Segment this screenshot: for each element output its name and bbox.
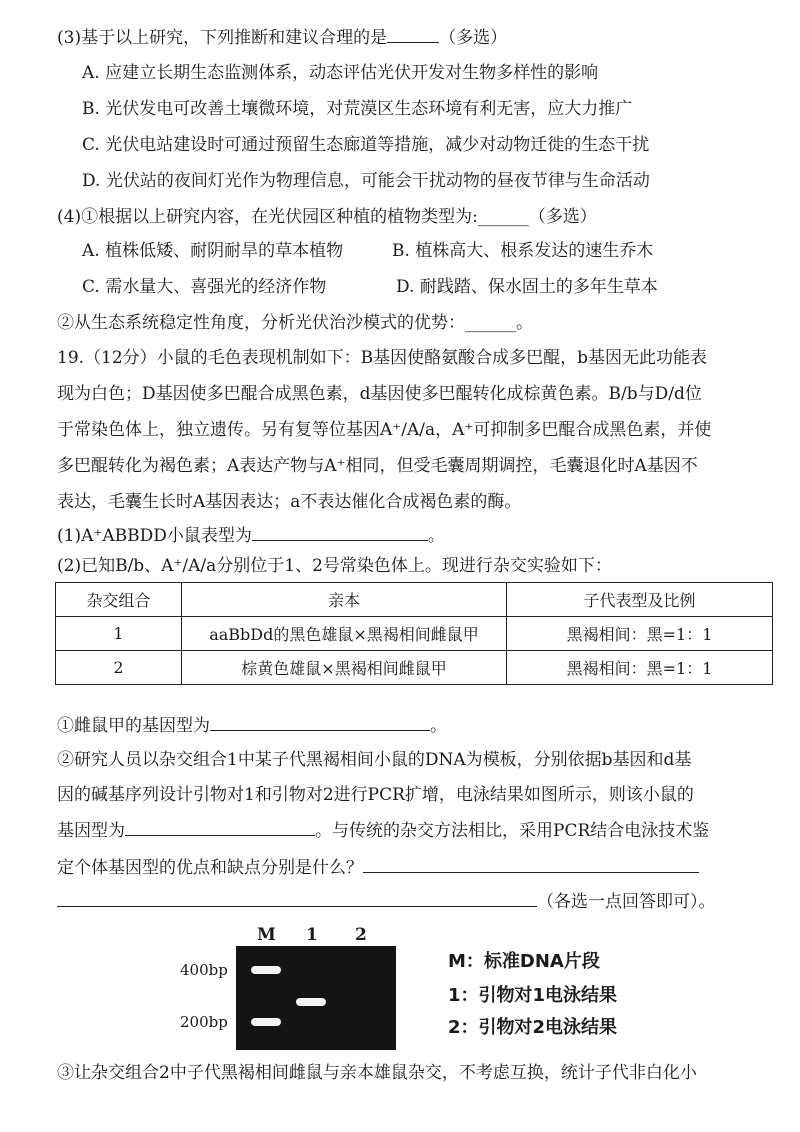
q19-sub1: (1)A⁺ABBDD小鼠表型为 。 xyxy=(57,526,445,546)
q19-para-line5: 表达，毛囊生长时A基因表达；a不表达催化合成褐色素的酶。 xyxy=(57,492,522,512)
gel-band-m-400 xyxy=(251,966,281,974)
q19-c1-text: ①雌鼠甲的基因型为 xyxy=(57,716,210,736)
q19-para-line1: 19.（12分）小鼠的毛色表现机制如下：B基因使酪氨酸合成多巴醌，b基因无此功能表 xyxy=(57,348,708,368)
q19-c2-line5-text: （各选一点回答即可）。 xyxy=(537,892,716,912)
table-cell: 1 xyxy=(56,617,182,651)
table-row xyxy=(56,617,773,651)
q3-option-d: D. 光伏站的夜间灯光作为物理信息，可能会干扰动物的昼夜节律与生命活动 xyxy=(82,171,650,191)
q4-sub2: ②从生态系统稳定性角度，分析光伏治沙模式的优势：______。 xyxy=(57,313,533,333)
q3-option-a: A. 应建立长期生态监测体系，动态评估光伏开发对生物多样性的影响 xyxy=(82,63,599,83)
marker-200bp-label: 200bp xyxy=(180,1013,228,1031)
gel-legend-1: 1：引物对1电泳结果 xyxy=(448,985,618,1006)
q19-c2-line4-text: 定个体基因型的优点和缺点分别是什么？ xyxy=(57,858,363,878)
gel-legend-2: 2：引物对2电泳结果 xyxy=(448,1017,618,1038)
q19-c2-line2: 因的碱基序列设计引物对1和引物对2进行PCR扩增，电泳结果如图所示，则该小鼠的 xyxy=(57,785,694,805)
table-header: 杂交组合 xyxy=(56,583,182,617)
q3-multi-select: （多选） xyxy=(439,28,508,48)
q19-para-line2: 现为白色；D基因使多巴醌合成黑色素，d基因使多巴醌转化成棕黄色素。B/b与D/d位 xyxy=(57,384,702,404)
q3-option-c: C. 光伏电站建设时可通过预留生态廊道等措施，减少对动物迁徙的生态干扰 xyxy=(82,135,650,155)
table-cell: 2 xyxy=(56,651,182,685)
table-header: 亲本 xyxy=(182,583,507,617)
q4-option-d: D. 耐践踏、保水固土的多年生草本 xyxy=(396,277,658,297)
gel-band-m-200 xyxy=(251,1018,281,1026)
marker-400bp-label: 400bp xyxy=(180,961,228,979)
q4-option-b: B. 植株高大、根系发达的速生乔木 xyxy=(392,241,654,261)
q19-sub1-text: (1)A⁺ABBDD小鼠表型为 xyxy=(57,526,252,546)
cross-table xyxy=(55,582,773,685)
q19-c2-answer-blank-1[interactable] xyxy=(363,856,699,873)
gel-lane-label-m: M xyxy=(257,925,276,945)
q19-c2-line1: ②研究人员以杂交组合1中某子代黑褐相间小鼠的DNA为模板，分别依据b基因和d基 xyxy=(57,750,692,770)
q3-stem-text: (3)基于以上研究，下列推断和建议合理的是 xyxy=(57,28,388,48)
q4-option-c: C. 需水量大、喜强光的经济作物 xyxy=(82,277,327,297)
q19-sub2: (2)已知B/b、A⁺/A/a分别位于1、2号常染色体上。现进行杂交实验如下： xyxy=(57,556,612,576)
q19-sub1-blank[interactable] xyxy=(252,524,428,541)
q3-stem xyxy=(57,26,507,49)
q19-c2-line3 xyxy=(57,819,709,842)
q3-option-b: B. 光伏发电可改善土壤微环境，对荒漠区生态环境有利无害，应大力推广 xyxy=(82,99,633,119)
q4-option-a: A. 植株低矮、耐阴耐旱的草本植物 xyxy=(82,241,344,261)
q19-c2-line5 xyxy=(57,890,716,913)
table-row xyxy=(56,651,773,685)
q19-c2-answer-blank-2[interactable] xyxy=(57,890,537,907)
q19-c2-genotype-blank[interactable] xyxy=(125,819,315,836)
table-cell: aaBbDd的黑色雄鼠×黑褐相间雌鼠甲 xyxy=(182,617,507,651)
q19-c2-line3-rest: 。与传统的杂交方法相比，采用PCR结合电泳技术鉴 xyxy=(315,821,710,841)
q19-c1-blank[interactable] xyxy=(210,714,430,731)
table-cell: 黑褐相间：黑=1：1 xyxy=(507,651,773,685)
table-header: 子代表型及比例 xyxy=(507,583,773,617)
q19-c3: ③让杂交组合2中子代黑褐相间雌鼠与亲本雄鼠杂交，不考虑互换，统计子代非白化小 xyxy=(57,1063,697,1083)
q19-c1: ①雌鼠甲的基因型为 。 xyxy=(57,716,447,736)
q19-para-line4: 多巴醌转化为褐色素；A表达产物与A⁺相同，但受毛囊周期调控，毛囊退化时A基因不 xyxy=(57,456,698,476)
q4-stem: (4)①根据以上研究内容，在光伏园区种植的植物类型为:______（多选） xyxy=(57,207,597,227)
gel-band-lane1-300 xyxy=(296,998,326,1006)
q19-para-line3: 于常染色体上，独立遗传。另有复等位基因A⁺/A/a，A⁺可抑制多巴醌合成黑色素，并使 xyxy=(57,420,712,440)
gel-lane-label-2: 2 xyxy=(355,925,367,945)
gel-legend-m: M：标准DNA片段 xyxy=(448,951,600,972)
q3-answer-blank[interactable] xyxy=(387,26,439,43)
table-cell: 黑褐相间：黑=1：1 xyxy=(507,617,773,651)
gel-image xyxy=(236,946,396,1050)
q19-c2-line4 xyxy=(57,856,699,879)
gel-lane-label-1: 1 xyxy=(306,925,318,945)
table-cell: 棕黄色雄鼠×黑褐相间雌鼠甲 xyxy=(182,651,507,685)
q19-c2-line3-text: 基因型为 xyxy=(57,821,125,841)
table-header-row xyxy=(56,583,773,617)
